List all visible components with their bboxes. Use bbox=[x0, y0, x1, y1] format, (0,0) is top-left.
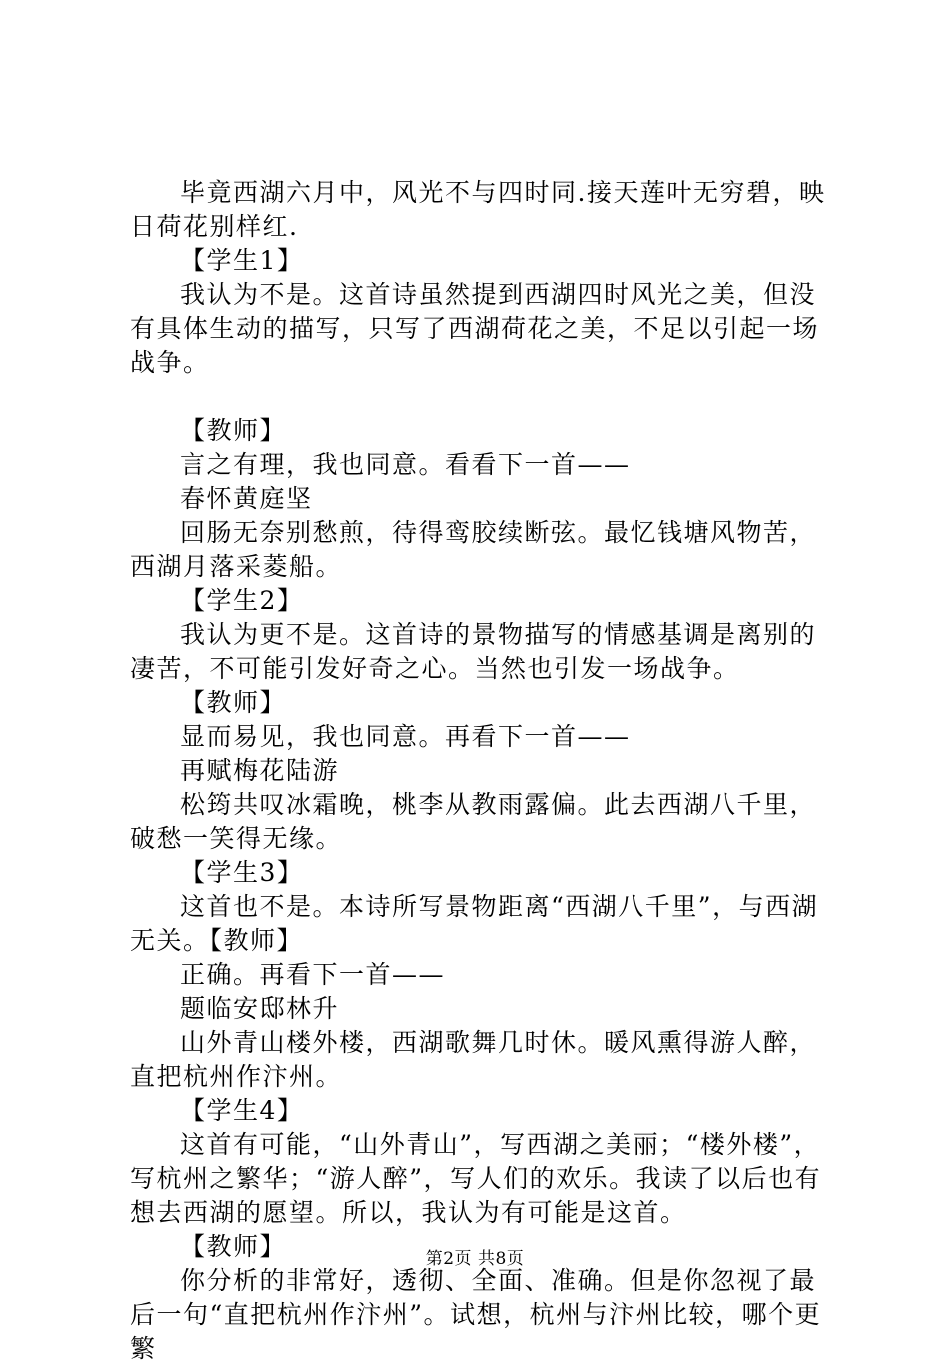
teacher-remark: 正确。再看下一首—— bbox=[180, 960, 446, 989]
blank-line bbox=[130, 380, 834, 414]
student-4-answer: 这首有可能，“山外青山”，写西湖之美丽；“楼外楼”，写杭州之繁华；“游人醉”，写人们的欢乐。我读了以后也有想去西湖的愿望。所以，我认为有可能是这首。 bbox=[130, 1130, 822, 1227]
document-body bbox=[130, 176, 834, 1366]
poem-lines: 山外青山楼外楼，西湖歌舞几时休。暖风熏得游人醉，直把杭州作汴州。 bbox=[130, 1028, 817, 1091]
speaker-student-2: 【学生2】 bbox=[180, 586, 304, 615]
speaker-teacher: 【教师】 bbox=[180, 416, 287, 445]
teacher-remark: 言之有理，我也同意。看看下一首—— bbox=[180, 450, 631, 479]
speaker-teacher: 【教师】 bbox=[180, 1232, 287, 1261]
teacher-remark: 显而易见，我也同意。再看下一首—— bbox=[180, 722, 631, 751]
poem-lines: 回肠无奈别愁煎，待得鸾胶续断弦。最忆钱塘风物苦，西湖月落采菱船。 bbox=[130, 518, 817, 581]
poem-title: 题临安邸林升 bbox=[180, 994, 340, 1023]
student-1-answer: 我认为不是。这首诗虽然提到西湖四时风光之美，但没有具体生动的描写，只写了西湖荷花之美，不足以引起一场战争。 bbox=[130, 280, 820, 377]
poem-title: 再赋梅花陆游 bbox=[180, 756, 340, 785]
speaker-teacher: 【教师】 bbox=[180, 688, 287, 717]
speaker-student-3: 【学生3】 bbox=[180, 858, 304, 887]
speaker-student-4: 【学生4】 bbox=[180, 1096, 304, 1125]
student-3-answer: 这首也不是。本诗所写景物距离“西湖八千里”，与西湖无关。【教师】 bbox=[130, 892, 819, 955]
poem-title: 春怀黄庭坚 bbox=[180, 484, 313, 513]
poem-lines: 毕竟西湖六月中，风光不与四时同.接天莲叶无穷碧，映日荷花别样红. bbox=[130, 178, 826, 241]
student-2-answer: 我认为更不是。这首诗的景物描写的情感基调是离别的凄苦，不可能引发好奇之心。当然也引发一场战争。 bbox=[130, 620, 817, 683]
speaker-student-1: 【学生1】 bbox=[180, 246, 304, 275]
page-number: 第2页 共8页 bbox=[425, 1249, 525, 1269]
teacher-remark: 你分析的非常好，透彻、全面、准确。但是你忽视了最后一句“直把杭州作汴州”。试想，杭州与汴州比较，哪个更繁 bbox=[130, 1266, 822, 1363]
poem-lines: 松筠共叹冰霜晚，桃李从教雨露偏。此去西湖八千里，破愁一笑得无缘。 bbox=[130, 790, 817, 853]
